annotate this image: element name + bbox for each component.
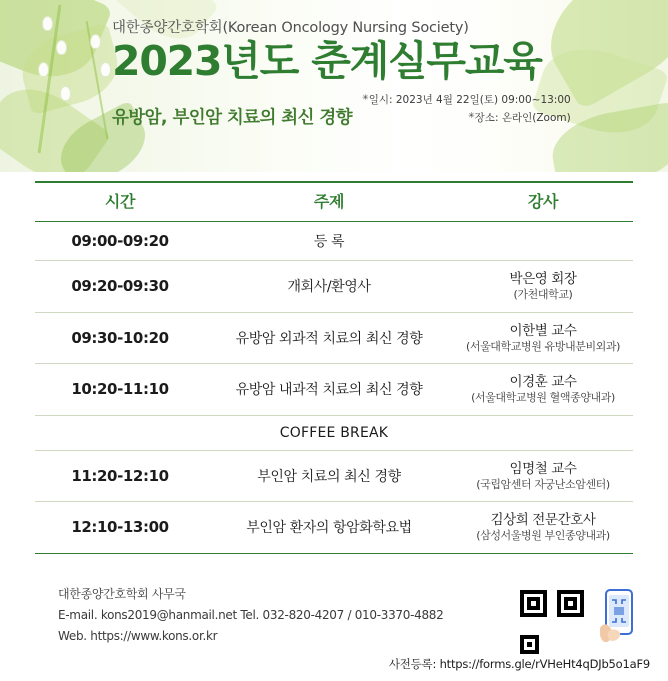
- cell-time: 11:20-12:10: [35, 450, 205, 502]
- qr-code[interactable]: [519, 589, 585, 655]
- society-name: 대한종양간호학회(Korean Oncology Nursing Society): [112, 20, 469, 36]
- cell-speaker: [453, 261, 633, 313]
- footer-contact-block: [58, 584, 478, 647]
- table-row: [35, 222, 633, 261]
- footer-web: Web. https://www.kons.or.kr: [58, 629, 218, 643]
- cell-speaker: [453, 222, 633, 261]
- speaker-name: 임명철 교수: [509, 460, 577, 477]
- cell-time: 09:00-09:20: [35, 222, 205, 261]
- qr-code-image[interactable]: [519, 589, 585, 655]
- cell-time: 12:10-13:00: [35, 502, 205, 554]
- event-place: 장소: 온라인(Zoom): [474, 112, 571, 125]
- cell-topic: 부인암 환자의 항암화학요법: [205, 502, 453, 554]
- speaker-affiliation: (서울대학교병원 유방내분비외과): [465, 339, 621, 353]
- subtitle-row: [112, 91, 650, 129]
- cell-speaker: [453, 450, 633, 502]
- event-meta: [362, 91, 571, 129]
- column-header-time: 시간: [35, 182, 205, 222]
- schedule-table-head: [35, 182, 633, 222]
- table-row: [35, 502, 633, 554]
- table-row: [35, 364, 633, 416]
- column-header-topic: 주제: [205, 182, 453, 222]
- table-row: [35, 312, 633, 364]
- header-text-block: [0, 0, 668, 172]
- cell-speaker: [453, 364, 633, 416]
- qr-finder-bottom-left: [520, 635, 539, 654]
- speaker-name: 김상희 전문간호사: [490, 512, 596, 529]
- pre-registration-link[interactable]: 사전등록: https://forms.gle/rVHeHt4qDJb5o1aF9: [388, 657, 650, 671]
- event-date: 일시: 2023년 4월 22일(토) 09:00~13:00: [368, 93, 571, 106]
- cell-time: 09:20-09:30: [35, 261, 205, 313]
- footer-contact: E-mail. kons2019@hanmail.net Tel. 032-820-4207 / 010-3370-4882: [58, 608, 444, 622]
- asterisk-icon: ✳: [467, 111, 475, 121]
- cell-speaker: [453, 502, 633, 554]
- schedule-table-body: [35, 222, 633, 554]
- speaker-affiliation: (서울대학교병원 혈액종양내과): [471, 391, 615, 405]
- cell-speaker: [453, 312, 633, 364]
- page-subtitle: 유방암, 부인암 치료의 최신 경향: [112, 107, 352, 128]
- table-row-break: [35, 415, 633, 450]
- speaker-affiliation: (국립암센터 자궁난소암센터): [476, 477, 610, 491]
- cell-topic: 유방암 외과적 치료의 최신 경향: [205, 312, 453, 364]
- asterisk-icon: ✳: [361, 92, 369, 102]
- footer-office: 대한종양간호학회 사무국: [58, 587, 186, 601]
- table-header-row: [35, 182, 633, 222]
- table-row: [35, 450, 633, 502]
- speaker-affiliation: (삼성서울병원 부인종양내과): [476, 529, 610, 543]
- page-title: 2023년도 춘계실무교육: [112, 37, 542, 85]
- smartphone-scan-icon: [598, 588, 636, 646]
- speaker-name: 이한별 교수: [509, 322, 577, 339]
- speaker-name: 박은영 회장: [509, 271, 577, 287]
- cell-topic: 등 록: [205, 222, 453, 261]
- cell-break-label: COFFEE BREAK: [35, 415, 633, 450]
- cell-topic: 부인암 치료의 최신 경향: [205, 450, 453, 502]
- cell-time: 09:30-10:20: [35, 312, 205, 364]
- cell-topic: 개회사/환영사: [205, 261, 453, 313]
- schedule-table: [35, 181, 633, 554]
- table-row: [35, 261, 633, 313]
- speaker-name: 이경훈 교수: [509, 374, 577, 391]
- event-date-line: [362, 91, 571, 109]
- speaker-affiliation: (가천대학교): [513, 288, 573, 302]
- column-header-speaker: 강사: [453, 182, 633, 222]
- poster-header: [0, 0, 668, 172]
- cell-topic: 유방암 내과적 치료의 최신 경향: [205, 364, 453, 416]
- cell-time: 10:20-11:10: [35, 364, 205, 416]
- event-place-line: [362, 109, 571, 127]
